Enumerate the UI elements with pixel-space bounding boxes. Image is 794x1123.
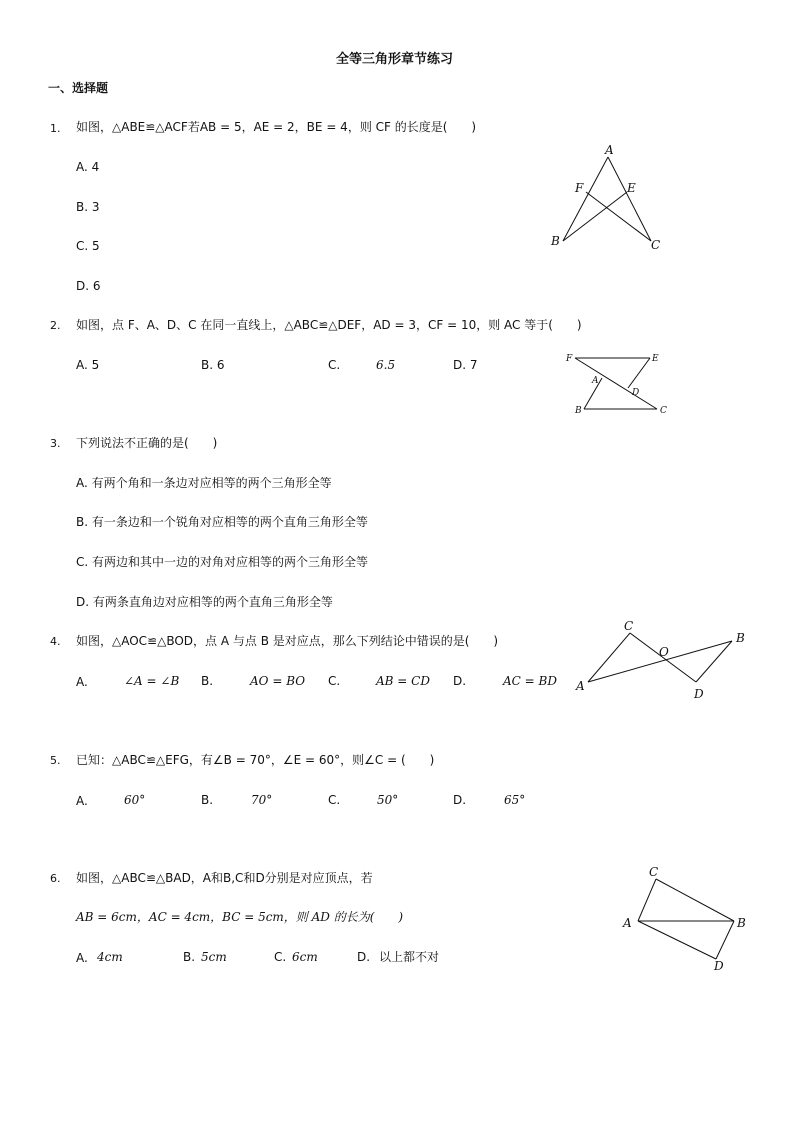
- option-b-letter: B.: [201, 793, 214, 807]
- question-number: 1.: [50, 122, 61, 135]
- vertex-label: C: [624, 619, 634, 633]
- vertex-label: C: [649, 865, 659, 879]
- question-stem: 如图，△ABC≌△BAD，A和B,C和D分别是对应顶点，若: [76, 871, 373, 885]
- vertex-label: E: [627, 181, 636, 195]
- triangle-figure-2: [560, 348, 680, 420]
- option-a-letter: A.: [76, 675, 88, 689]
- question-number: 4.: [50, 635, 61, 648]
- option-c: C. 5: [76, 239, 100, 253]
- vertex-label: F: [566, 354, 573, 364]
- vertex-label: B: [737, 916, 746, 930]
- vertex-label: C: [660, 406, 667, 416]
- option-b-value: 5cm: [201, 950, 227, 964]
- option-c-value: 6.5: [376, 358, 396, 372]
- question-stem: 已知：△ABC≌△EFG，有∠B = 70°，∠E = 60°，则∠C = ( ): [76, 753, 435, 767]
- option-b: B. 有一条边和一个锐角对应相等的两个直角三角形全等: [76, 515, 368, 529]
- option-d: D. 6: [76, 279, 101, 293]
- vertex-label: B: [736, 631, 745, 645]
- question-stem: 如图，△ABE≌△ACF若AB = 5，AE = 2，BE = 4，则 CF 的长度是( ): [76, 120, 477, 134]
- triangle-figure-4: [568, 616, 758, 706]
- option-a: A. 4: [76, 160, 100, 174]
- option-c-value: AB = CD: [376, 674, 430, 688]
- vertex-label: A: [576, 679, 585, 693]
- triangle-figure-1: [548, 140, 678, 260]
- vertex-label: B: [575, 406, 582, 416]
- option-c-value: 50°: [377, 793, 399, 807]
- option-b-letter: B.: [201, 674, 214, 688]
- option-b: B. 6: [201, 358, 225, 372]
- vertex-label: A: [605, 143, 614, 157]
- option-a-letter: A.: [76, 794, 88, 808]
- question-number: 2.: [50, 319, 61, 332]
- option-a-value: 60°: [124, 793, 146, 807]
- option-a-value: ∠A = ∠B: [124, 674, 180, 688]
- question-number: 3.: [50, 437, 61, 450]
- option-a: A. 5: [76, 358, 100, 372]
- section-heading: 一、选择题: [48, 81, 109, 95]
- option-d-letter: D.: [453, 674, 467, 688]
- option-c-letter: C.: [274, 950, 287, 964]
- vertex-label: D: [632, 388, 640, 398]
- option-d-value: 65°: [504, 793, 526, 807]
- question-stem-line2: AB = 6cm，AC = 4cm，BC = 5cm，则 AD 的长为( ): [76, 910, 404, 924]
- option-c-letter: C.: [328, 793, 341, 807]
- option-d-value: AC = BD: [503, 674, 557, 688]
- vertex-label: B: [551, 234, 560, 248]
- question-number: 6.: [50, 872, 61, 885]
- option-b-value: 70°: [251, 793, 273, 807]
- option-d-letter: D.: [357, 950, 371, 964]
- question-stem: 下列说法不正确的是( ): [76, 436, 218, 450]
- quadrilateral-figure-6: [616, 862, 756, 977]
- option-b-value: AO = BO: [250, 674, 306, 688]
- option-c-letter: C.: [328, 674, 341, 688]
- vertex-label: A: [623, 916, 632, 930]
- vertex-label: F: [575, 181, 584, 195]
- question-number: 5.: [50, 754, 61, 767]
- option-d-letter: D.: [453, 793, 467, 807]
- option-a-value: 4cm: [97, 950, 123, 964]
- page-title: 全等三角形章节练习: [336, 52, 454, 67]
- option-d: D. 有两条直角边对应相等的两个直角三角形全等: [76, 595, 333, 609]
- option-d-value: 以上都不对: [379, 950, 440, 964]
- vertex-label: C: [651, 238, 661, 252]
- option-b-letter: B.: [183, 950, 196, 964]
- question-stem: 如图，△AOC≌△BOD，点 A 与点 B 是对应点，那么下列结论中错误的是( ): [76, 634, 499, 648]
- vertex-label: A: [592, 376, 599, 386]
- option-c-value: 6cm: [292, 950, 318, 964]
- option-c: C. 有两边和其中一边的对角对应相等的两个三角形全等: [76, 555, 369, 569]
- vertex-label: O: [659, 645, 669, 659]
- option-d: D. 7: [453, 358, 478, 372]
- vertex-label: D: [694, 687, 704, 701]
- option-c-letter: C.: [328, 358, 341, 372]
- option-b: B. 3: [76, 200, 100, 214]
- option-a-letter: A.: [76, 951, 88, 965]
- vertex-label: E: [652, 354, 659, 364]
- question-stem: 如图，点 F、A、D、C 在同一直线上，△ABC≌△DEF，AD = 3，CF = 10，则 AC 等于( ): [76, 318, 582, 332]
- vertex-label: D: [714, 959, 724, 973]
- option-a: A. 有两个角和一条边对应相等的两个三角形全等: [76, 476, 332, 490]
